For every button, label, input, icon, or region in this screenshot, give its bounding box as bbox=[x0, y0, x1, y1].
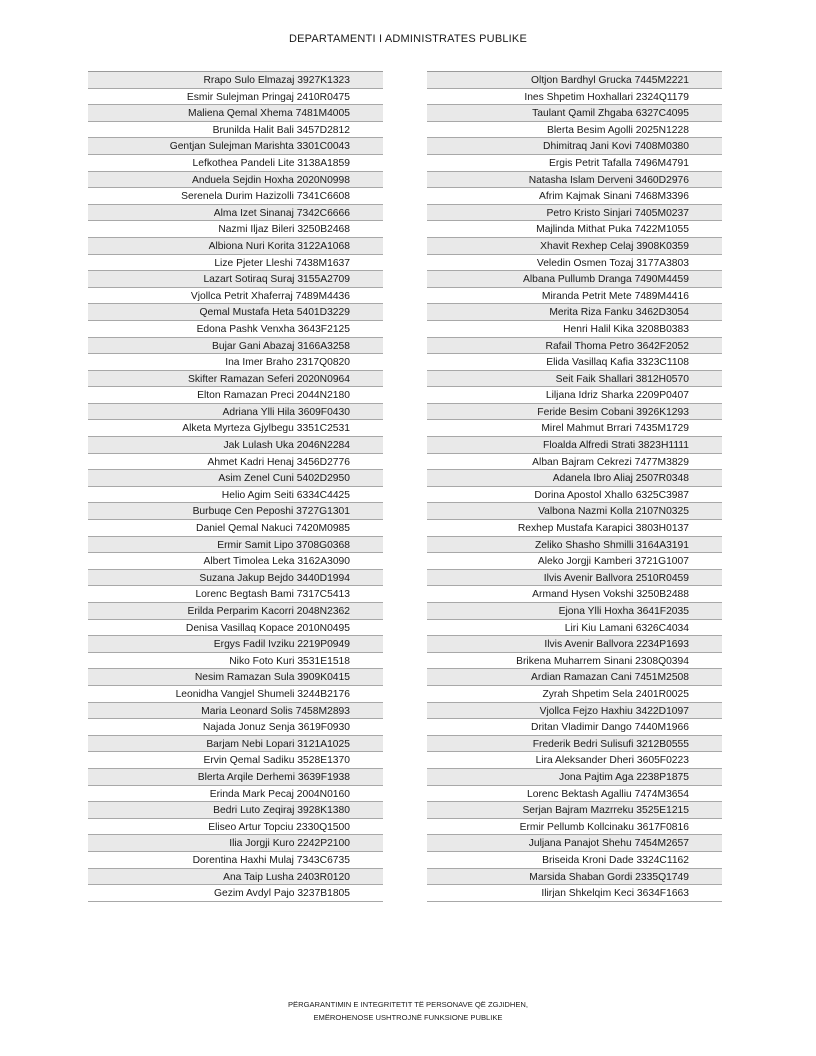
list-item: Marsida Shaban Gordi 2335Q1749 bbox=[427, 869, 722, 886]
list-item: Ardian Ramazan Cani 7451M2508 bbox=[427, 669, 722, 686]
list-item: Lorenc Bektash Agalliu 7474M3654 bbox=[427, 786, 722, 803]
list-item: Maliena Qemal Xhema 7481M4005 bbox=[88, 105, 383, 122]
list-item: Frederik Bedri Sulisufi 3212B0555 bbox=[427, 736, 722, 753]
left-name-list bbox=[88, 71, 383, 902]
list-item: Blerta Besim Agolli 2025N1228 bbox=[427, 122, 722, 139]
list-item: Ejona Ylli Hoxha 3641F2035 bbox=[427, 603, 722, 620]
list-item: Albiona Nuri Korita 3122A1068 bbox=[88, 238, 383, 255]
list-item: Taulant Qamil Zhgaba 6327C4095 bbox=[427, 105, 722, 122]
list-item: Barjam Nebi Lopari 3121A1025 bbox=[88, 736, 383, 753]
list-item: Ilvis Avenir Ballvora 2510R0459 bbox=[427, 570, 722, 587]
list-item: Skifter Ramazan Seferi 2020N0964 bbox=[88, 371, 383, 388]
list-item: Aleko Jorgji Kamberi 3721G1007 bbox=[427, 553, 722, 570]
list-item: Zyrah Shpetim Sela 2401R0025 bbox=[427, 686, 722, 703]
list-item: Ines Shpetim Hoxhallari 2324Q1179 bbox=[427, 89, 722, 106]
list-item: Armand Hysen Vokshi 3250B2488 bbox=[427, 586, 722, 603]
list-item: Jona Pajtim Aga 2238P1875 bbox=[427, 769, 722, 786]
list-item: Miranda Petrit Mete 7489M4416 bbox=[427, 288, 722, 305]
list-item: Anduela Sejdin Hoxha 2020N0998 bbox=[88, 172, 383, 189]
list-item: Natasha Islam Derveni 3460D2976 bbox=[427, 172, 722, 189]
list-item: Adanela Ibro Aliaj 2507R0348 bbox=[427, 470, 722, 487]
list-item: Asim Zenel Cuni 5402D2950 bbox=[88, 470, 383, 487]
page-title: DEPARTAMENTI I ADMINISTRATES PUBLIKE bbox=[288, 33, 528, 45]
list-item: Ermir Samit Lipo 3708G0368 bbox=[88, 537, 383, 554]
list-item: Serjan Bajram Mazrreku 3525E1215 bbox=[427, 802, 722, 819]
list-item: Bujar Gani Abazaj 3166A3258 bbox=[88, 338, 383, 355]
list-item: Lira Aleksander Dheri 3605F0223 bbox=[427, 752, 722, 769]
list-item: Denisa Vasillaq Kopace 2010N0495 bbox=[88, 620, 383, 637]
list-item: Elton Ramazan Preci 2044N2180 bbox=[88, 387, 383, 404]
list-item: Rexhep Mustafa Karapici 3803H0137 bbox=[427, 520, 722, 537]
list-item: Ergis Petrit Tafalla 7496M4791 bbox=[427, 155, 722, 172]
list-item: Juljana Panajot Shehu 7454M2657 bbox=[427, 835, 722, 852]
list-item: Ahmet Kadri Henaj 3456D2776 bbox=[88, 454, 383, 471]
list-item: Bedri Luto Zeqiraj 3928K1380 bbox=[88, 802, 383, 819]
list-item: Brikena Muharrem Sinani 2308Q0394 bbox=[427, 653, 722, 670]
list-item: Helio Agim Seiti 6334C4425 bbox=[88, 487, 383, 504]
list-item: Lefkothea Pandeli Lite 3138A1859 bbox=[88, 155, 383, 172]
list-item: Burbuqe Cen Peposhi 3727G1301 bbox=[88, 503, 383, 520]
list-item: Rrapo Sulo Elmazaj 3927K1323 bbox=[88, 72, 383, 89]
footer-line-1: PËRGARANTIMIN E INTEGRITETIT TË PERSONAVE QË ZGJIDHEN, bbox=[287, 1000, 529, 1009]
list-item: Ergys Fadil Ivziku 2219P0949 bbox=[88, 636, 383, 653]
list-item: Erilda Perparim Kacorri 2048N2362 bbox=[88, 603, 383, 620]
list-item: Dorentina Haxhi Mulaj 7343C6735 bbox=[88, 852, 383, 869]
list-item: Alban Bajram Cekrezi 7477M3829 bbox=[427, 454, 722, 471]
list-item: Alma Izet Sinanaj 7342C6666 bbox=[88, 205, 383, 222]
list-item: Floalda Alfredi Strati 3823H1111 bbox=[427, 437, 722, 454]
list-item: Afrim Kajmak Sinani 7468M3396 bbox=[427, 188, 722, 205]
list-item: Majlinda Mithat Puka 7422M1055 bbox=[427, 221, 722, 238]
list-item: Alketa Myrteza Gjylbegu 3351C2531 bbox=[88, 420, 383, 437]
list-item: Esmir Sulejman Pringaj 2410R0475 bbox=[88, 89, 383, 106]
list-item: Merita Riza Fanku 3462D3054 bbox=[427, 304, 722, 321]
list-item: Jak Lulash Uka 2046N2284 bbox=[88, 437, 383, 454]
list-item: Blerta Arqile Derhemi 3639F1938 bbox=[88, 769, 383, 786]
list-item: Maria Leonard Solis 7458M2893 bbox=[88, 703, 383, 720]
list-item: Edona Pashk Venxha 3643F2125 bbox=[88, 321, 383, 338]
list-item: Mirel Mahmut Brrari 7435M1729 bbox=[427, 420, 722, 437]
list-item: Albana Pullumb Dranga 7490M4459 bbox=[427, 271, 722, 288]
page-footer bbox=[0, 998, 816, 1024]
list-item: Briseida Kroni Dade 3324C1162 bbox=[427, 852, 722, 869]
list-item: Serenela Durim Hazizolli 7341C6608 bbox=[88, 188, 383, 205]
list-item: Lorenc Begtash Bami 7317C5413 bbox=[88, 586, 383, 603]
list-item: Petro Kristo Sinjari 7405M0237 bbox=[427, 205, 722, 222]
list-item: Albert Timolea Leka 3162A3090 bbox=[88, 553, 383, 570]
list-item: Niko Foto Kuri 3531E1518 bbox=[88, 653, 383, 670]
list-item: Zeliko Shasho Shmilli 3164A3191 bbox=[427, 537, 722, 554]
list-item: Xhavit Rexhep Celaj 3908K0359 bbox=[427, 238, 722, 255]
list-item: Gezim Avdyl Pajo 3237B1805 bbox=[88, 885, 383, 902]
list-item: Ilia Jorgji Kuro 2242P2100 bbox=[88, 835, 383, 852]
list-item: Rafail Thoma Petro 3642F2052 bbox=[427, 338, 722, 355]
list-item: Oltjon Bardhyl Grucka 7445M2221 bbox=[427, 72, 722, 89]
list-item: Najada Jonuz Senja 3619F0930 bbox=[88, 719, 383, 736]
footer-line-2: EMËROHENOSE USHTROJNË FUNKSIONE PUBLIKE bbox=[313, 1013, 503, 1022]
list-item: Erinda Mark Pecaj 2004N0160 bbox=[88, 786, 383, 803]
list-item: Qemal Mustafa Heta 5401D3229 bbox=[88, 304, 383, 321]
list-item: Lize Pjeter Lleshi 7438M1637 bbox=[88, 255, 383, 272]
list-item: Adriana Ylli Hila 3609F0430 bbox=[88, 404, 383, 421]
list-item: Vjollca Petrit Xhaferraj 7489M4436 bbox=[88, 288, 383, 305]
list-item: Ana Taip Lusha 2403R0120 bbox=[88, 869, 383, 886]
list-item: Nesim Ramazan Sula 3909K0415 bbox=[88, 669, 383, 686]
list-item: Daniel Qemal Nakuci 7420M0985 bbox=[88, 520, 383, 537]
list-item: Elida Vasillaq Kafia 3323C1108 bbox=[427, 354, 722, 371]
list-item: Ervin Qemal Sadiku 3528E1370 bbox=[88, 752, 383, 769]
list-item: Brunilda Halit Bali 3457D2812 bbox=[88, 122, 383, 139]
list-item: Feride Besim Cobani 3926K1293 bbox=[427, 404, 722, 421]
list-item: Nazmi Iljaz Bileri 3250B2468 bbox=[88, 221, 383, 238]
list-item: Liljana Idriz Sharka 2209P0407 bbox=[427, 387, 722, 404]
list-item: Ermir Pellumb Kollcinaku 3617F0816 bbox=[427, 819, 722, 836]
list-item: Dritan Vladimir Dango 7440M1966 bbox=[427, 719, 722, 736]
list-item: Gentjan Sulejman Marishta 3301C0043 bbox=[88, 138, 383, 155]
list-item: Lazart Sotiraq Suraj 3155A2709 bbox=[88, 271, 383, 288]
list-item: Ina Imer Braho 2317Q0820 bbox=[88, 354, 383, 371]
list-item: Ilirjan Shkelqim Keci 3634F1663 bbox=[427, 885, 722, 902]
list-item: Suzana Jakup Bejdo 3440D1994 bbox=[88, 570, 383, 587]
right-name-list bbox=[427, 71, 722, 902]
list-item: Henri Halil Kika 3208B0383 bbox=[427, 321, 722, 338]
list-item: Liri Kiu Lamani 6326C4034 bbox=[427, 620, 722, 637]
list-item: Leonidha Vangjel Shumeli 3244B2176 bbox=[88, 686, 383, 703]
list-item: Ilvis Avenir Ballvora 2234P1693 bbox=[427, 636, 722, 653]
list-item: Seit Faik Shallari 3812H0570 bbox=[427, 371, 722, 388]
list-item: Vjollca Fejzo Haxhiu 3422D1097 bbox=[427, 703, 722, 720]
list-item: Eliseo Artur Topciu 2330Q1500 bbox=[88, 819, 383, 836]
list-item: Valbona Nazmi Kolla 2107N0325 bbox=[427, 503, 722, 520]
list-item: Dhimitraq Jani Kovi 7408M0380 bbox=[427, 138, 722, 155]
list-item: Veledin Osmen Tozaj 3177A3803 bbox=[427, 255, 722, 272]
list-item: Dorina Apostol Xhallo 6325C3987 bbox=[427, 487, 722, 504]
